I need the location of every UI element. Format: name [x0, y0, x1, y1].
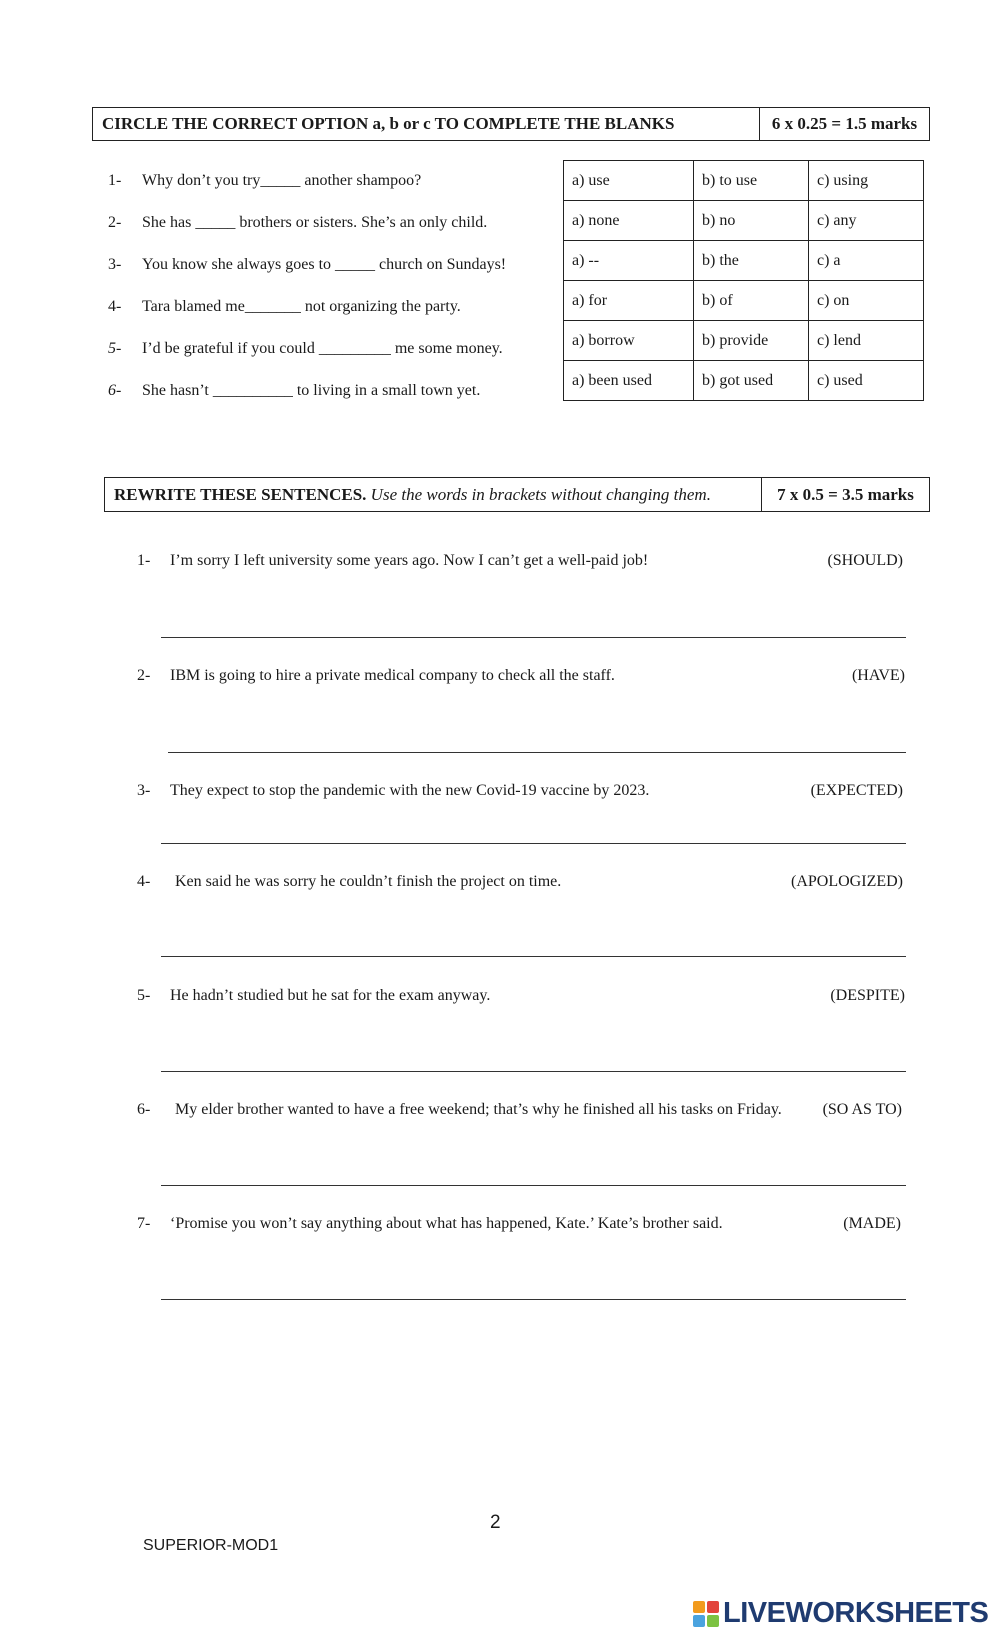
- rewrite-keyword: (DESPITE): [830, 987, 905, 1004]
- option-c[interactable]: c) any: [809, 201, 924, 241]
- rewrite-keyword: (SHOULD): [827, 552, 903, 569]
- option-c[interactable]: c) lend: [809, 321, 924, 361]
- rewrite-number: 4-: [137, 873, 151, 890]
- section2-header: [104, 477, 930, 512]
- rewrite-number: 7-: [137, 1215, 151, 1232]
- rewrite-keyword: (EXPECTED): [810, 782, 903, 799]
- rewrite-number: 5-: [137, 987, 151, 1004]
- option-c[interactable]: c) a: [809, 241, 924, 281]
- options-row: [564, 201, 924, 241]
- question-row: [108, 287, 461, 327]
- section1-title: CIRCLE THE CORRECT OPTION a, b or c TO COMPLETE THE BLANKS: [102, 114, 675, 133]
- options-row: [564, 161, 924, 201]
- rewrite-keyword: (APOLOGIZED): [791, 873, 903, 890]
- answer-line[interactable]: [161, 1185, 906, 1186]
- answer-line[interactable]: [161, 1299, 906, 1300]
- question-number: 3-: [108, 256, 122, 273]
- question-text: She has _____ brothers or sisters. She’s an only child.: [142, 214, 488, 231]
- answer-line[interactable]: [168, 752, 906, 753]
- option-a[interactable]: a) for: [564, 281, 694, 321]
- question-text: You know she always goes to _____ church on Sundays!: [142, 256, 507, 273]
- option-a[interactable]: a) use: [564, 161, 694, 201]
- liveworksheets-brand[interactable]: [693, 1597, 988, 1630]
- rewrite-sentence: My elder brother wanted to have a free weekend; that’s why he finished all his tasks on Friday.: [175, 1101, 782, 1118]
- section1-header: [92, 107, 930, 141]
- answer-line[interactable]: [161, 956, 906, 957]
- option-c[interactable]: c) using: [809, 161, 924, 201]
- rewrite-sentence: They expect to stop the pandemic with the new Covid-19 vaccine by 2023.: [170, 782, 650, 799]
- rewrite-sentence: Ken said he was sorry he couldn’t finish the project on time.: [175, 873, 562, 890]
- question-text: Why don’t you try_____ another shampoo?: [142, 172, 422, 189]
- option-c[interactable]: c) used: [809, 361, 924, 401]
- document-code: SUPERIOR-MOD1: [143, 1537, 279, 1554]
- option-c[interactable]: c) on: [809, 281, 924, 321]
- rewrite-keyword: (SO AS TO): [822, 1101, 902, 1118]
- options-table: [563, 160, 924, 401]
- liveworksheets-logo-icon: [693, 1601, 719, 1627]
- option-b[interactable]: b) to use: [694, 161, 809, 201]
- answer-line[interactable]: [161, 1071, 906, 1072]
- question-number: 2-: [108, 214, 122, 231]
- option-b[interactable]: b) of: [694, 281, 809, 321]
- rewrite-keyword: (HAVE): [851, 667, 905, 684]
- page-number: 2: [490, 1512, 501, 1533]
- question-text: Tara blamed me_______ not organizing the party.: [142, 298, 461, 315]
- answer-line[interactable]: [161, 843, 906, 844]
- question-row: [108, 245, 506, 285]
- section2-title: [105, 478, 761, 511]
- options-row: [564, 321, 924, 361]
- section1-marks: 6 x 0.25 = 1.5 marks: [759, 108, 929, 140]
- option-a[interactable]: a) --: [564, 241, 694, 281]
- question-row: [108, 203, 487, 243]
- options-row: [564, 241, 924, 281]
- brand-name: LIVEWORKSHEETS: [723, 1597, 989, 1629]
- section2-title-italic: Use the words in brackets without changing them.: [370, 484, 711, 504]
- question-number: 6-: [108, 382, 122, 399]
- rewrite-number: 3-: [137, 782, 151, 799]
- option-b[interactable]: b) the: [694, 241, 809, 281]
- option-a[interactable]: a) borrow: [564, 321, 694, 361]
- question-number: 5-: [108, 340, 122, 357]
- section2-title-bold: REWRITE THESE SENTENCES.: [114, 484, 367, 504]
- question-text: I’d be grateful if you could _________ me some money.: [142, 340, 503, 357]
- question-number: 4-: [108, 298, 122, 315]
- rewrite-sentence: He hadn’t studied but he sat for the exam anyway.: [170, 987, 491, 1004]
- option-a[interactable]: a) none: [564, 201, 694, 241]
- options-row: [564, 281, 924, 321]
- section2-marks: 7 x 0.5 = 3.5 marks: [761, 478, 929, 511]
- options-row: [564, 361, 924, 401]
- option-b[interactable]: b) provide: [694, 321, 809, 361]
- rewrite-number: 6-: [137, 1101, 151, 1118]
- option-b[interactable]: b) no: [694, 201, 809, 241]
- rewrite-sentence: I’m sorry I left university some years ago. Now I can’t get a well-paid job!: [170, 552, 649, 569]
- option-a[interactable]: a) been used: [564, 361, 694, 401]
- rewrite-number: 2-: [137, 667, 151, 684]
- rewrite-keyword: (MADE): [843, 1215, 901, 1232]
- question-row: [108, 371, 480, 411]
- answer-line[interactable]: [161, 637, 906, 638]
- question-row: [108, 161, 421, 201]
- question-row: [108, 329, 503, 369]
- option-b[interactable]: b) got used: [694, 361, 809, 401]
- question-text: She hasn’t __________ to living in a small town yet.: [142, 382, 481, 399]
- rewrite-sentence: ‘Promise you won’t say anything about what has happened, Kate.’ Kate’s brother said.: [170, 1215, 723, 1232]
- question-number: 1-: [108, 172, 122, 189]
- rewrite-sentence: IBM is going to hire a private medical company to check all the staff.: [170, 667, 615, 684]
- rewrite-number: 1-: [137, 552, 151, 569]
